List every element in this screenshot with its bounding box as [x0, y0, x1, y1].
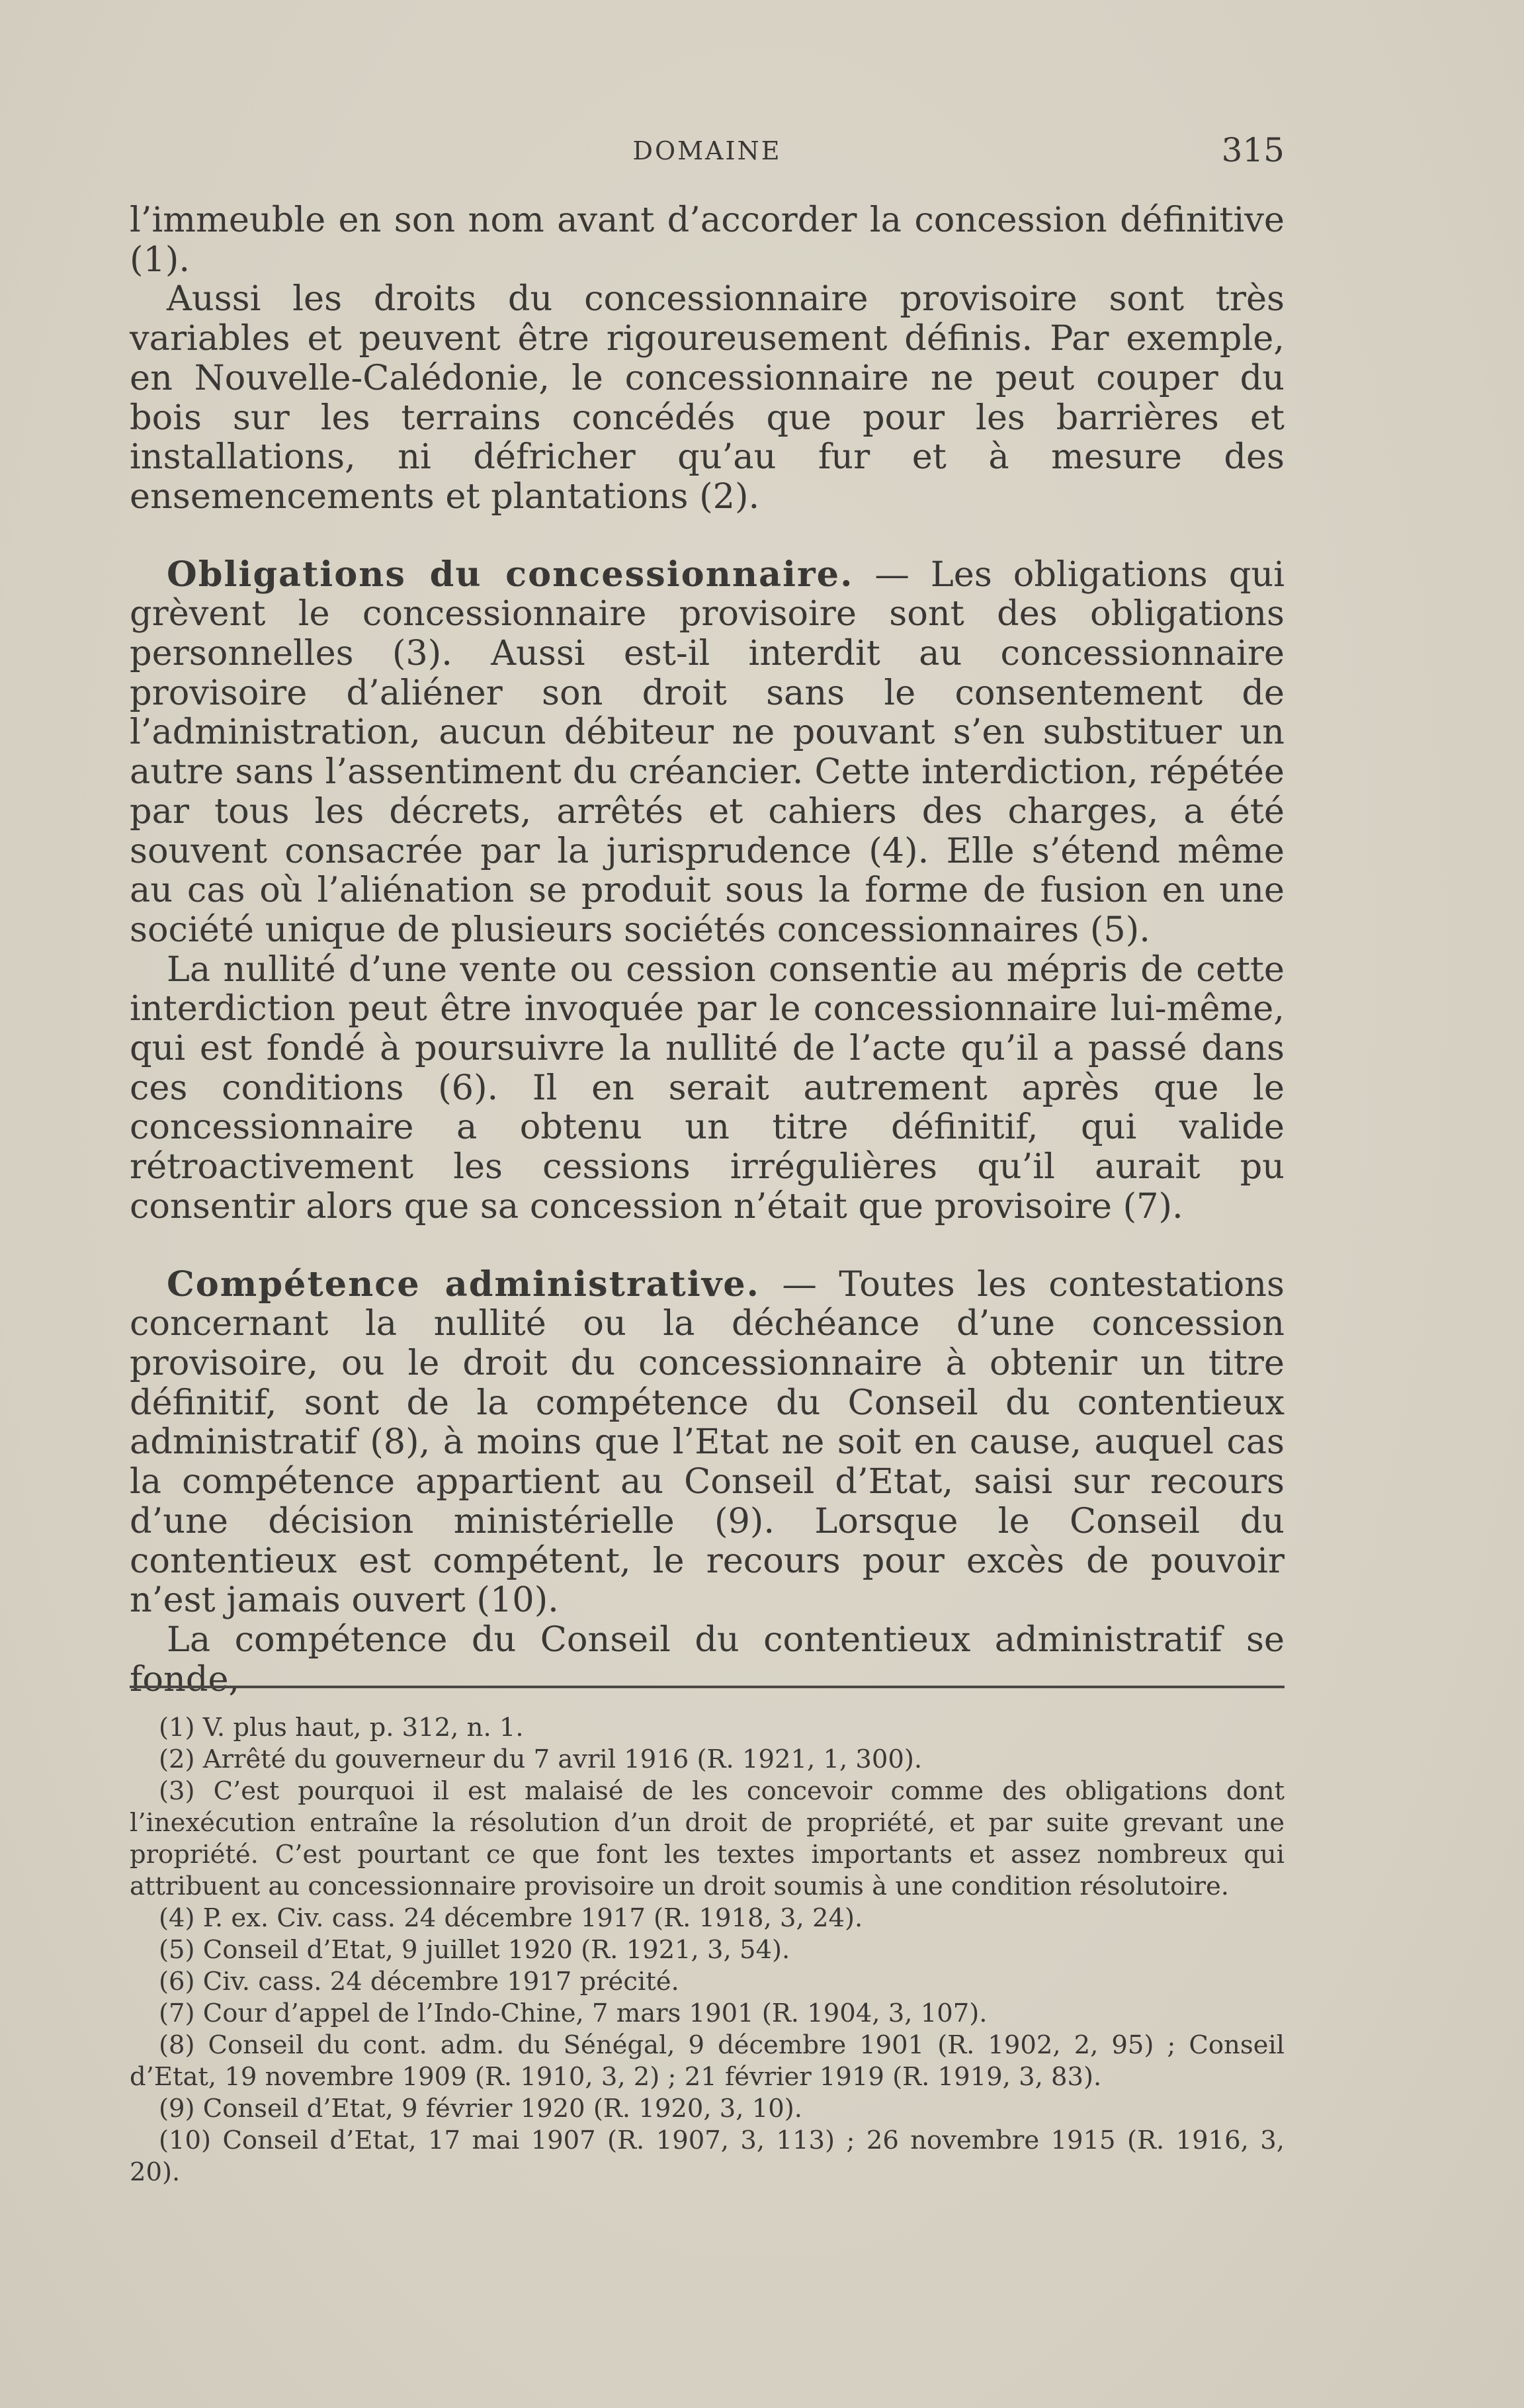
footnote-divider	[130, 1686, 1285, 1688]
paragraph-rights: Aussi les droits du concessionnaire provisoire sont très variables et peuvent être rigoureusement définis. Par exemple, en Nouvelle-Calédonie, le concessionnaire ne peut couper du bois sur les terrains concédés que pour les barrières et installations, ni défricher qu’au fur et à mesure des ensemencements et plantations (2).	[130, 279, 1285, 517]
section-title-obligations: Obligations du concessionnaire.	[167, 554, 854, 595]
section-competence	[130, 1265, 1285, 1620]
section-text-competence: — Toutes les contestations concernant la nullité ou la déchéance d’une concession provisoire, ou le droit du concessionnaire à obtenir un titre définitif, sont de la compétence du Conseil du contentieux administratif (8), à moins que l’Etat ne soit en cause, auquel cas la compétence appartient au Conseil d’Etat, saisi sur recours d’une décision ministérielle (9). Lorsque le Conseil du contentieux est compétent, le recours pour excès de pouvoir n’est jamais ouvert (10).	[130, 1264, 1285, 1621]
footnote-6: (6) Civ. cass. 24 décembre 1917 précité.	[159, 1967, 679, 1997]
main-text	[130, 200, 1285, 1699]
section-obligations	[130, 555, 1285, 950]
footnote-7: (7) Cour d’appel de l’Indo-Chine, 7 mars 1901 (R. 1904, 3, 107).	[159, 1999, 988, 2028]
section-title-competence: Compétence administrative.	[167, 1264, 760, 1305]
footnote-8: (8) Conseil du cont. adm. du Sénégal, 9 décembre 1901 (R. 1902, 2, 95) ; Conseil d’Etat, 19 novembre 1909 (R. 1910, 3, 2) ; 21 février 1919 (R. 1919, 3, 83).	[130, 2030, 1285, 2092]
paragraph-competence-basis: La compétence du Conseil du contentieux administratif se fonde,	[130, 1619, 1285, 1699]
footnote-4: (4) P. ex. Civ. cass. 24 décembre 1917 (R. 1918, 3, 24).	[159, 1903, 863, 1933]
footnote-10: (10) Conseil d’Etat, 17 mai 1907 (R. 1907, 3, 113) ; 26 novembre 1915 (R. 1916, 3, 20).	[130, 2126, 1285, 2187]
footnote-2: (2) Arrêté du gouverneur du 7 avril 1916 (R. 1921, 1, 300).	[159, 1744, 923, 1774]
page-header	[130, 131, 1285, 173]
footnotes	[130, 1712, 1285, 2188]
paragraph-nullity: La nullité d’une vente ou cession consentie au mépris de cette interdiction peut être invoquée par le concessionnaire lui-même, qui est fondé à poursuivre la nullité de l’acte qu’il a passé dans ces conditions (6). Il en serait autrement après que le concessionnaire a obtenu un titre définitif, qui valide rétroactivement les cessions irrégulières qu’il aurait pu consentir alors que sa concession n’était que provisoire (7).	[130, 949, 1285, 1226]
section-text-obligations: — Les obligations qui grèvent le concessionnaire provisoire sont des obligations personnelles (3). Aussi est-il interdit au concessionnaire provisoire d’aliéner son droit sans le consentement de l’administration, aucun débiteur ne pouvant s’en substituer un autre sans l’assentiment du créancier. Cette interdiction, répétée par tous les décrets, arrêtés et cahiers des charges, a été souvent consacrée par la jurisprudence (4). Elle s’étend même au cas où l’aliénation se produit sous la forme de fusion en une société unique de plusieurs sociétés concessionnaires (5).	[130, 554, 1285, 950]
page-number: 315	[1221, 131, 1285, 169]
footnote-1: (1) V. plus haut, p. 312, n. 1.	[159, 1713, 524, 1742]
running-title: DOMAINE	[632, 136, 782, 165]
footnote-3: (3) C’est pourquoi il est malaisé de les concevoir comme des obligations dont l’inexécution entraîne la résolution d’un droit de propriété, et par suite grevant une propriété. C’est pourtant ce que font les textes importants et assez nombreux qui attribuent au concessionnaire provisoire un droit soumis à une condition résolutoire.	[130, 1776, 1285, 1901]
footnote-9: (9) Conseil d’Etat, 9 février 1920 (R. 1920, 3, 10).	[159, 2094, 803, 2124]
paragraph-continuation: l’immeuble en son nom avant d’accorder la concession définitive (1).	[130, 200, 1285, 280]
footnote-5: (5) Conseil d’Etat, 9 juillet 1920 (R. 1921, 3, 54).	[159, 1935, 790, 1965]
